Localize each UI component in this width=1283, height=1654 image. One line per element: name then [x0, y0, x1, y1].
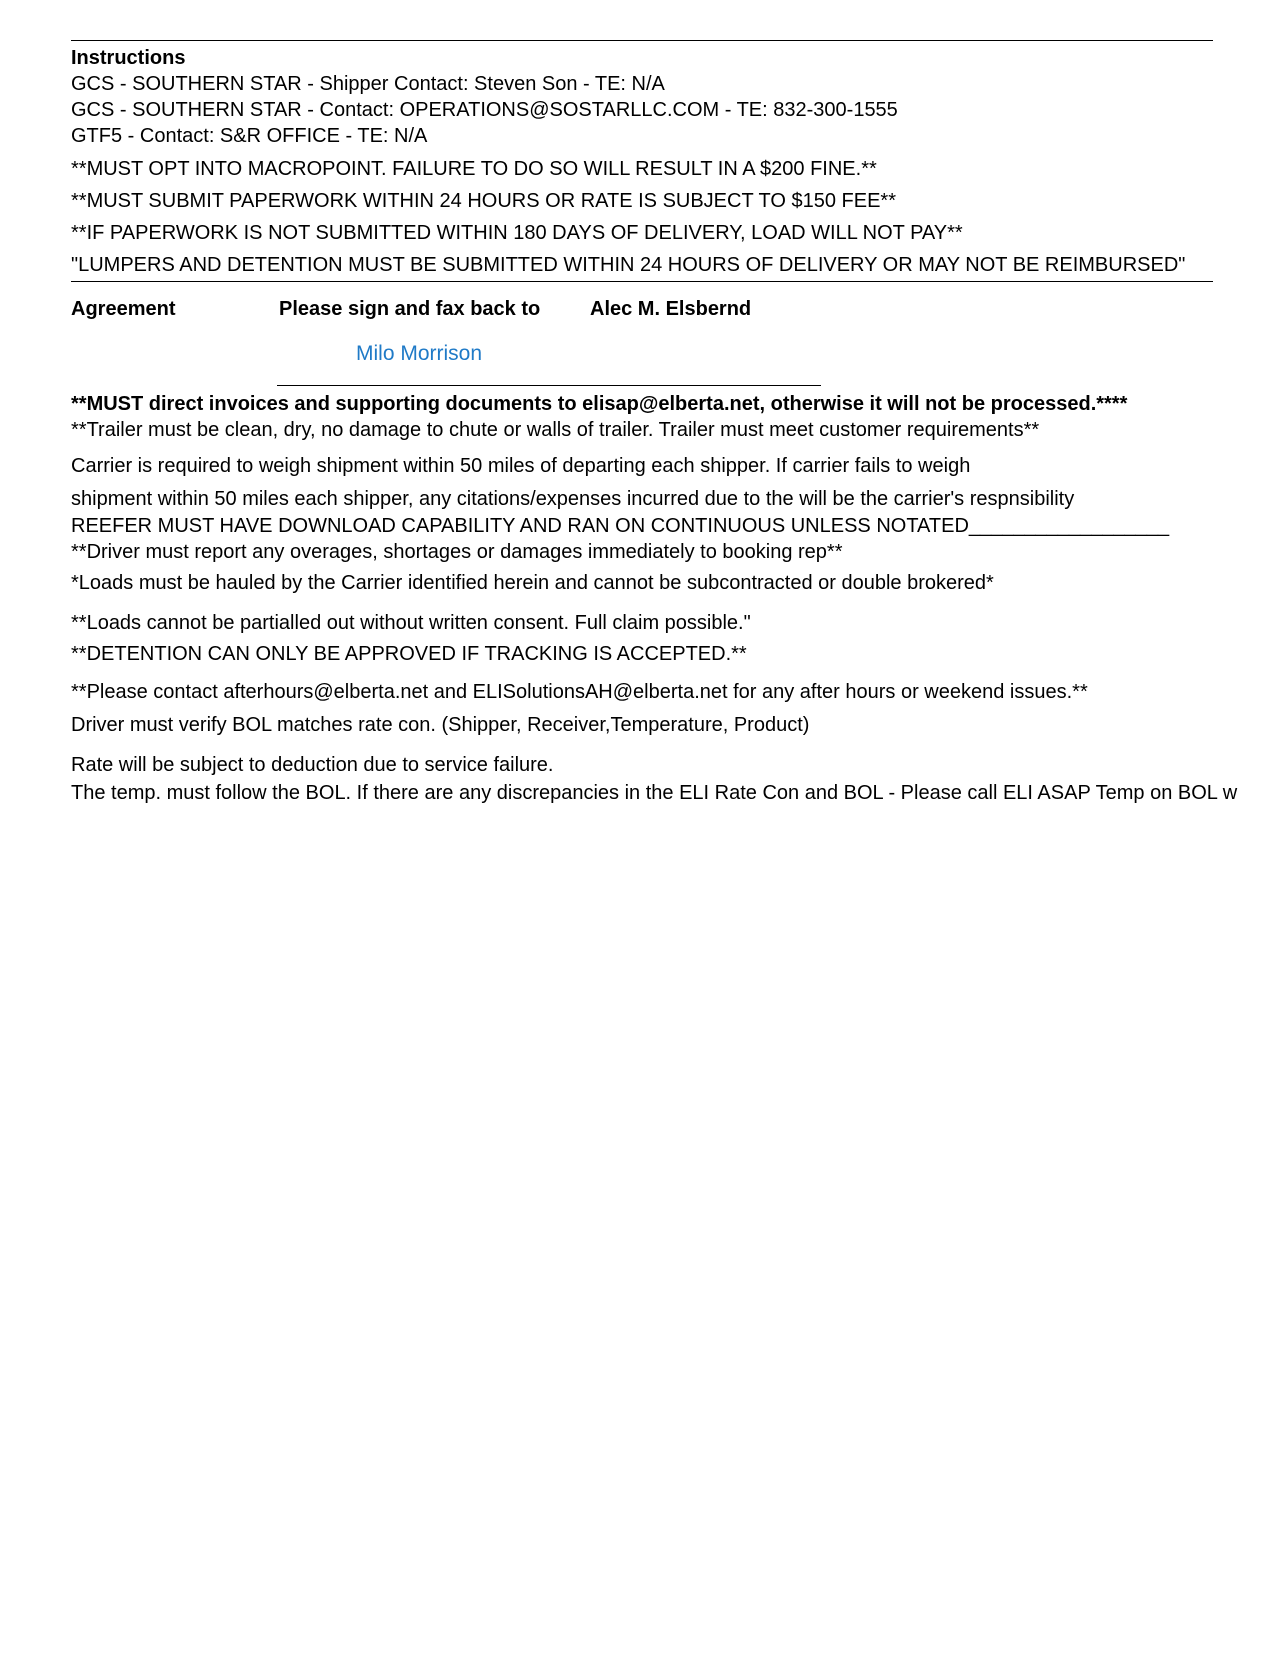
note-lumpers-detention: "LUMPERS AND DETENTION MUST BE SUBMITTED WITHIN 24 HOURS OF DELIVERY OR MAY NOT BE REIMBURSED" [71, 254, 1186, 276]
instructions-divider [71, 281, 1213, 282]
signature-line [277, 385, 821, 386]
agreement-contact-name: Alec M. Elsbernd [590, 298, 752, 320]
reefer-requirement: REEFER MUST HAVE DOWNLOAD CAPABILITY AND RAN ON CONTINUOUS UNLESS NOTATED__________________ [71, 515, 1170, 537]
signature: Milo Morrison [356, 342, 483, 365]
weigh-requirement-line-1: Carrier is required to weigh shipment within 50 miles of departing each shipper. If carrier fails to weigh [71, 455, 971, 477]
after-hours-note: **Please contact afterhours@elberta.net and ELISolutionsAH@elberta.net for any after hours or weekend issues.** [71, 681, 1088, 703]
note-paperwork-180d: **IF PAPERWORK IS NOT SUBMITTED WITHIN 180 DAYS OF DELIVERY, LOAD WILL NOT PAY** [71, 222, 963, 244]
invoice-notice: **MUST direct invoices and supporting documents to elisap@elberta.net, otherwise it will not be processed.**** [71, 393, 1128, 415]
loads-partial-note: **Loads cannot be partialled out without written consent. Full claim possible." [71, 612, 751, 634]
agreement-sign-text: Please sign and fax back to [279, 298, 541, 320]
trailer-requirements: **Trailer must be clean, dry, no damage to chute or walls of trailer. Trailer must meet customer requirements** [71, 419, 1040, 441]
driver-report-note: **Driver must report any overages, shortages or damages immediately to booking rep** [71, 541, 843, 563]
note-macropoint: **MUST OPT INTO MACROPOINT. FAILURE TO DO SO WILL RESULT IN A $200 FINE.** [71, 158, 877, 180]
contact-line-gtf5: GTF5 - Contact: S&R OFFICE - TE: N/A [71, 125, 428, 147]
note-paperwork-24h: **MUST SUBMIT PAPERWORK WITHIN 24 HOURS OR RATE IS SUBJECT TO $150 FEE** [71, 190, 896, 212]
temp-bol-note: The temp. must follow the BOL. If there are any discrepancies in the ELI Rate Con and BOL - Please call ELI ASAP Temp on BOL w [71, 782, 1238, 804]
contact-line-shipper: GCS - SOUTHERN STAR - Shipper Contact: Steven Son - TE: N/A [71, 73, 665, 95]
instructions-heading: Instructions [71, 47, 186, 69]
contact-line-operations: GCS - SOUTHERN STAR - Contact: OPERATIONS@SOSTARLLC.COM - TE: 832-300-1555 [71, 99, 898, 121]
detention-note: **DETENTION CAN ONLY BE APPROVED IF TRACKING IS ACCEPTED.** [71, 643, 747, 665]
weigh-requirement-line-2: shipment within 50 miles each shipper, any citations/expenses incurred due to the will be the carrier's respnsibility [71, 488, 1075, 510]
rate-deduction-note: Rate will be subject to deduction due to service failure. [71, 754, 554, 776]
verify-bol-note: Driver must verify BOL matches rate con. (Shipper, Receiver,Temperature, Product) [71, 714, 810, 736]
agreement-label: Agreement [71, 298, 176, 320]
loads-carrier-note: *Loads must be hauled by the Carrier identified herein and cannot be subcontracted or double brokered* [71, 572, 994, 594]
top-divider [71, 40, 1213, 41]
